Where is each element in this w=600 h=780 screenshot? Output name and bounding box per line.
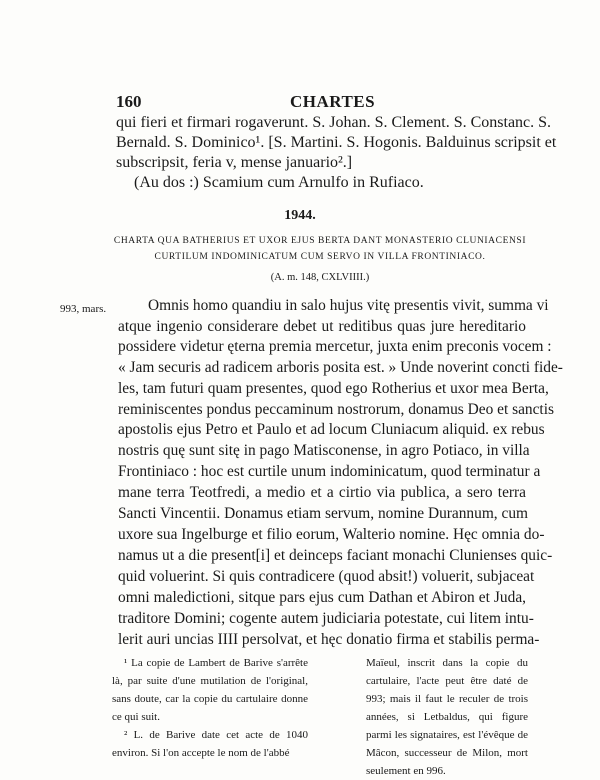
intro-line: Bernald. S. Dominico¹. [S. Martini. S. Hogonis. Balduinus scripsit et: [116, 134, 557, 151]
charter-title-line: CURTILUM INDOMINICATUM CUM SERVO IN VILLA FRONTINIACO.: [154, 252, 486, 262]
body-line: possidere videtur ęterna premia mercetur, juxta enim preconis vocem :: [118, 338, 552, 355]
body-line: mane terra Teotfredi, a medio et a cirtio via publica, a sero terra: [118, 484, 526, 501]
body-line: Sancti Vincentii. Donamus etiam servum, nomine Durannum, cum: [118, 505, 528, 522]
footnote-2: ² L. de Barive date cet acte de 1040 environ. Si l'on accepte le nom de l'abbé: [112, 729, 308, 759]
body-line: omni maledictioni, sitque pars ejus cum Dathan et Abiron et Juda,: [118, 589, 526, 606]
body-line: « Jam securis ad radicem arboris posita est. » Unde noverint concti fide-: [118, 359, 563, 376]
charter-number: 1944.: [284, 208, 316, 223]
footnote-1: ¹ La copie de Lambert de Barive s'arrête là, par suite d'une mutilation de l'original, sans doute, car la copie du cartulaire donne ce qui suit.: [112, 657, 308, 723]
body-line: Frontiniaco : hoc est curtile unum indominicatum, quod terminatur a: [118, 463, 541, 480]
intro-line: subscripsit, feria v, mense januario².]: [116, 154, 353, 171]
body-line: namus ut a die present[i] et deinceps faciant monachi Clunienses quic-: [118, 547, 553, 564]
body-line: uxore sua Ingelburge et filio eorum, Walterio nomine. Hęc omnia do-: [118, 526, 545, 543]
body-line: apostolis ejus Petro et Paulo et ad locum Cluniacum aliquid. ex rebus: [118, 421, 545, 438]
body-line: Omnis homo quandiu in salo hujus vitę presentis vivit, summa vi: [148, 297, 549, 314]
endorsement-line: (Au dos :) Scamium cum Arnulfo in Rufiaco.: [134, 174, 424, 191]
page-number: 160: [116, 92, 142, 111]
body-line: lerit auri uncias IIII persolvat, et hęc donatio firma et stabilis perma-: [118, 631, 540, 648]
body-line: les, tam futuri quam presentes, quod ego Rotherius et uxor mea Berta,: [118, 380, 549, 397]
body-line: quid voluerint. Si quis contradicere (quod absit!) voluerit, subjaceat: [118, 568, 535, 585]
footnotes-left: [112, 654, 308, 762]
margin-date: 993, mars.: [60, 303, 107, 315]
body-line: atque ingenio considerare debet ut reditibus quas jure hereditario: [118, 318, 526, 335]
running-title: CHARTES: [290, 92, 376, 111]
body-line: reminiscentes pondus peccaminum nostrorum, donamus Deo et sanctis: [118, 401, 554, 418]
intro-line: qui fieri et firmari rogaverunt. S. Johan. S. Clement. S. Constanc. S.: [116, 114, 552, 131]
footnote-2-continued: Maïeul, inscrit dans la copie du cartulaire, l'acte peut être daté de 993; mais il faut le reculer de trois années, si Letbaldus, qui figure parmi les signataires, est l'évêque de Mâcon, successeur de Milon, mort seulement en 996.: [366, 657, 528, 777]
charter-reference: (A. m. 148, CXLVIIII.): [270, 272, 370, 283]
footnotes-right: [366, 654, 528, 780]
body-line: nostris quę sunt sitę in pago Matisconense, in agro Potiaco, in villa: [118, 442, 530, 459]
charter-title-line: CHARTA QUA BATHERIUS ET UXOR EJUS BERTA DANT MONASTERIO CLUNIACENSI: [113, 236, 527, 246]
body-line: traditore Domini; cogente autem judiciaria potestate, cui litem intu-: [118, 610, 534, 627]
